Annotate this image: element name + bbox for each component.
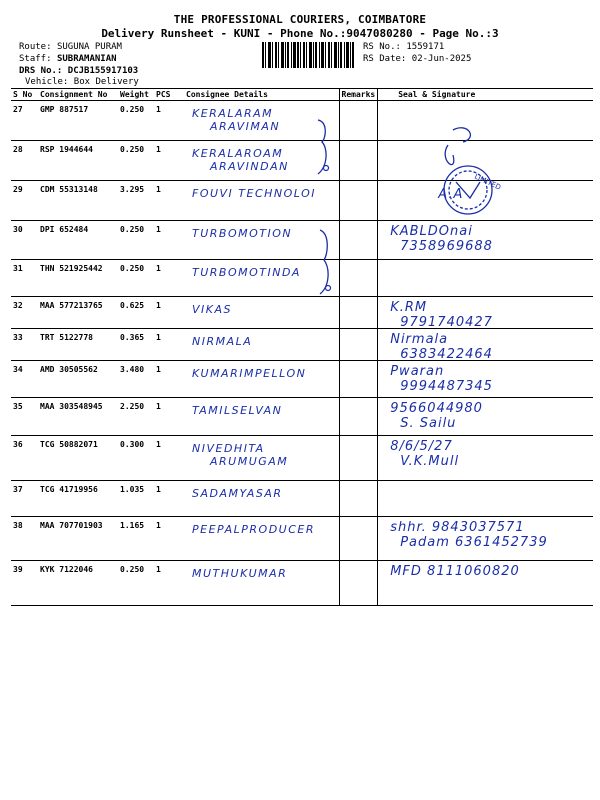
table-row xyxy=(11,361,593,398)
cell-remarks xyxy=(339,141,378,181)
cell-consignment: AMD 30505562 xyxy=(38,361,118,398)
consignee-handwriting: PEEPALPRODUCER xyxy=(192,523,316,536)
cell-weight: 0.300 xyxy=(118,436,154,481)
cell-consignment: TCG 41719956 xyxy=(38,481,118,517)
table-row xyxy=(11,221,593,260)
consignee-handwriting-line2: ARAVIMAN xyxy=(210,120,281,133)
cell-consignee xyxy=(184,181,339,221)
consignee-handwriting-line2: ARAVINDAN xyxy=(210,160,289,173)
table-row xyxy=(11,141,593,181)
cell-sno: 38 xyxy=(11,517,38,561)
consignee-handwriting: KERALAROAM xyxy=(192,147,284,160)
cell-pcs: 1 xyxy=(154,517,184,561)
signature-handwriting: Pwaran xyxy=(390,364,445,379)
cell-sno: 31 xyxy=(11,260,38,297)
cell-remarks xyxy=(339,329,378,361)
cell-consignment: GMP 887517 xyxy=(38,101,118,141)
table-row xyxy=(11,101,593,141)
cell-remarks xyxy=(339,398,378,436)
signature-handwriting-line2: 7358969688 xyxy=(400,239,493,254)
cell-weight: 0.250 xyxy=(118,260,154,297)
cell-sno: 34 xyxy=(11,361,38,398)
cell-consignment: DPI 652484 xyxy=(38,221,118,260)
cell-sno: 30 xyxy=(11,221,38,260)
col-consignment: Consignment No xyxy=(38,89,118,101)
table-row xyxy=(11,181,593,221)
consignee-handwriting: TURBOMOTINDA xyxy=(192,266,301,279)
cell-pcs: 1 xyxy=(154,181,184,221)
table-row xyxy=(11,481,593,517)
drs-line: DRS No.: DCJB155917103 xyxy=(19,66,139,76)
table-row xyxy=(11,561,593,606)
cell-weight: 3.295 xyxy=(118,181,154,221)
table-header xyxy=(11,89,593,101)
svg-text:LIMITED: LIMITED xyxy=(473,172,503,192)
cell-weight: 2.250 xyxy=(118,398,154,436)
signature-handwriting-line2: 6383422464 xyxy=(400,347,493,362)
cell-consignment: MAA 303548945 xyxy=(38,398,118,436)
cell-signature xyxy=(378,329,593,361)
cell-consignment: RSP 1944644 xyxy=(38,141,118,181)
cell-consignment: MAA 707701903 xyxy=(38,517,118,561)
col-pcs: PCS xyxy=(154,89,184,101)
table-row xyxy=(11,297,593,329)
cell-weight: 1.035 xyxy=(118,481,154,517)
cell-consignment: TRT 5122778 xyxy=(38,329,118,361)
table-row xyxy=(11,398,593,436)
col-sno: S No xyxy=(11,89,38,101)
cell-consignment: MAA 577213765 xyxy=(38,297,118,329)
table-row xyxy=(11,260,593,297)
signature-handwriting: K.RM xyxy=(390,300,428,315)
consignee-handwriting: NIRMALA xyxy=(192,335,253,348)
rs-no-line: RS No.: 1559171 xyxy=(363,42,445,52)
cell-sno: 35 xyxy=(11,398,38,436)
cell-weight: 0.250 xyxy=(118,101,154,141)
table-row xyxy=(11,329,593,361)
cell-pcs: 1 xyxy=(154,436,184,481)
cell-sno: 39 xyxy=(11,561,38,606)
col-seal: Seal & Signature xyxy=(378,89,593,101)
cell-consignee xyxy=(184,481,339,517)
vehicle-line: Vehicle: Box Delivery xyxy=(25,77,139,87)
cell-remarks xyxy=(339,260,378,297)
signature-handwriting: KABLDOnai xyxy=(390,224,473,239)
cell-sno: 29 xyxy=(11,181,38,221)
cell-weight: 0.250 xyxy=(118,561,154,606)
company-title: THE PROFESSIONAL COURIERS, COIMBATORE xyxy=(173,13,427,26)
cell-sno: 28 xyxy=(11,141,38,181)
col-weight: Weight xyxy=(118,89,154,101)
signature-handwriting-line2: 9791740427 xyxy=(400,315,493,330)
signature-handwriting: Nirmala xyxy=(390,332,449,347)
cell-consignee xyxy=(184,297,339,329)
col-remarks: Remarks xyxy=(339,89,378,101)
cell-pcs: 1 xyxy=(154,260,184,297)
cell-pcs: 1 xyxy=(154,329,184,361)
cell-consignee xyxy=(184,561,339,606)
cell-consignee xyxy=(184,517,339,561)
consignee-handwriting: KERALARAM xyxy=(192,107,274,120)
cell-pcs: 1 xyxy=(154,361,184,398)
cell-weight: 0.250 xyxy=(118,221,154,260)
cell-weight: 1.165 xyxy=(118,517,154,561)
brace-mark-icon xyxy=(316,228,336,298)
signature-handwriting: 8/6/5/27 xyxy=(390,439,453,454)
cell-remarks xyxy=(339,561,378,606)
cell-pcs: 1 xyxy=(154,561,184,606)
cell-signature xyxy=(378,260,593,297)
consignee-handwriting-line2: ARUMUGAM xyxy=(210,455,289,468)
cell-remarks xyxy=(339,297,378,329)
cell-sno: 36 xyxy=(11,436,38,481)
col-consignee: Consignee Details xyxy=(184,89,339,101)
consignee-handwriting: FOUVI TECHNOLOI xyxy=(192,187,317,200)
rs-date-line: RS Date: 02-Jun-2025 xyxy=(363,54,472,64)
signature-handwriting-line2: S. Sailu xyxy=(400,416,457,431)
signature-handwriting: shhr. 9843037571 xyxy=(390,520,525,535)
seal-stamp-icon xyxy=(418,120,503,230)
cell-signature xyxy=(378,361,593,398)
cell-pcs: 1 xyxy=(154,101,184,141)
cell-weight: 0.625 xyxy=(118,297,154,329)
cell-consignee xyxy=(184,329,339,361)
consignee-handwriting: SADAMYASAR xyxy=(192,487,283,500)
cell-remarks xyxy=(339,221,378,260)
cell-sno: 27 xyxy=(11,101,38,141)
cell-consignment: THN 521925442 xyxy=(38,260,118,297)
cell-signature xyxy=(378,517,593,561)
cell-remarks xyxy=(339,361,378,398)
cell-remarks xyxy=(339,101,378,141)
cell-signature xyxy=(378,398,593,436)
signature-handwriting-line2: V.K.Mull xyxy=(400,454,460,469)
cell-remarks xyxy=(339,181,378,221)
cell-consignee xyxy=(184,436,339,481)
runsheet-subtitle: Delivery Runsheet - KUNI - Phone No.:9047080280 - Page No.:3 xyxy=(101,27,499,40)
signature-handwriting: 9566044980 xyxy=(390,401,483,416)
cell-consignee xyxy=(184,398,339,436)
consignee-handwriting: NIVEDHITA xyxy=(192,442,265,455)
signature-handwriting: MFD 8111060820 xyxy=(390,564,520,579)
barcode-icon xyxy=(262,42,354,68)
cell-weight: 0.365 xyxy=(118,329,154,361)
cell-remarks xyxy=(339,436,378,481)
route-line: Route: SUGUNA PURAM xyxy=(19,42,122,52)
cell-weight: 0.250 xyxy=(118,141,154,181)
signature-handwriting-line2: 9994487345 xyxy=(400,379,493,394)
cell-signature xyxy=(378,436,593,481)
cell-sno: 33 xyxy=(11,329,38,361)
consignee-handwriting: TAMILSELVAN xyxy=(192,404,283,417)
signature-handwriting: A.A xyxy=(438,187,464,202)
consignee-handwriting: TURBOMOTION xyxy=(192,227,293,240)
cell-pcs: 1 xyxy=(154,481,184,517)
cell-sno: 32 xyxy=(11,297,38,329)
brace-mark-icon xyxy=(314,118,334,178)
cell-consignment: KYK 7122046 xyxy=(38,561,118,606)
staff-line: Staff: SUBRAMANIAN xyxy=(19,54,117,64)
cell-signature xyxy=(378,561,593,606)
cell-remarks xyxy=(339,481,378,517)
cell-pcs: 1 xyxy=(154,297,184,329)
cell-pcs: 1 xyxy=(154,398,184,436)
consignee-handwriting: VIKAS xyxy=(192,303,232,316)
cell-consignment: CDM 55313148 xyxy=(38,181,118,221)
runsheet-table xyxy=(11,88,593,606)
consignee-handwriting: MUTHUKUMAR xyxy=(192,567,288,580)
table-row xyxy=(11,436,593,481)
cell-sno: 37 xyxy=(11,481,38,517)
cell-signature xyxy=(378,481,593,517)
table-row xyxy=(11,517,593,561)
cell-weight: 3.480 xyxy=(118,361,154,398)
cell-consignment: TCG 50882071 xyxy=(38,436,118,481)
cell-pcs: 1 xyxy=(154,221,184,260)
signature-handwriting-line2: Padam 6361452739 xyxy=(400,535,548,550)
consignee-handwriting: KUMARIMPELLON xyxy=(192,367,307,380)
cell-remarks xyxy=(339,517,378,561)
cell-consignee xyxy=(184,361,339,398)
cell-pcs: 1 xyxy=(154,141,184,181)
cell-signature xyxy=(378,297,593,329)
